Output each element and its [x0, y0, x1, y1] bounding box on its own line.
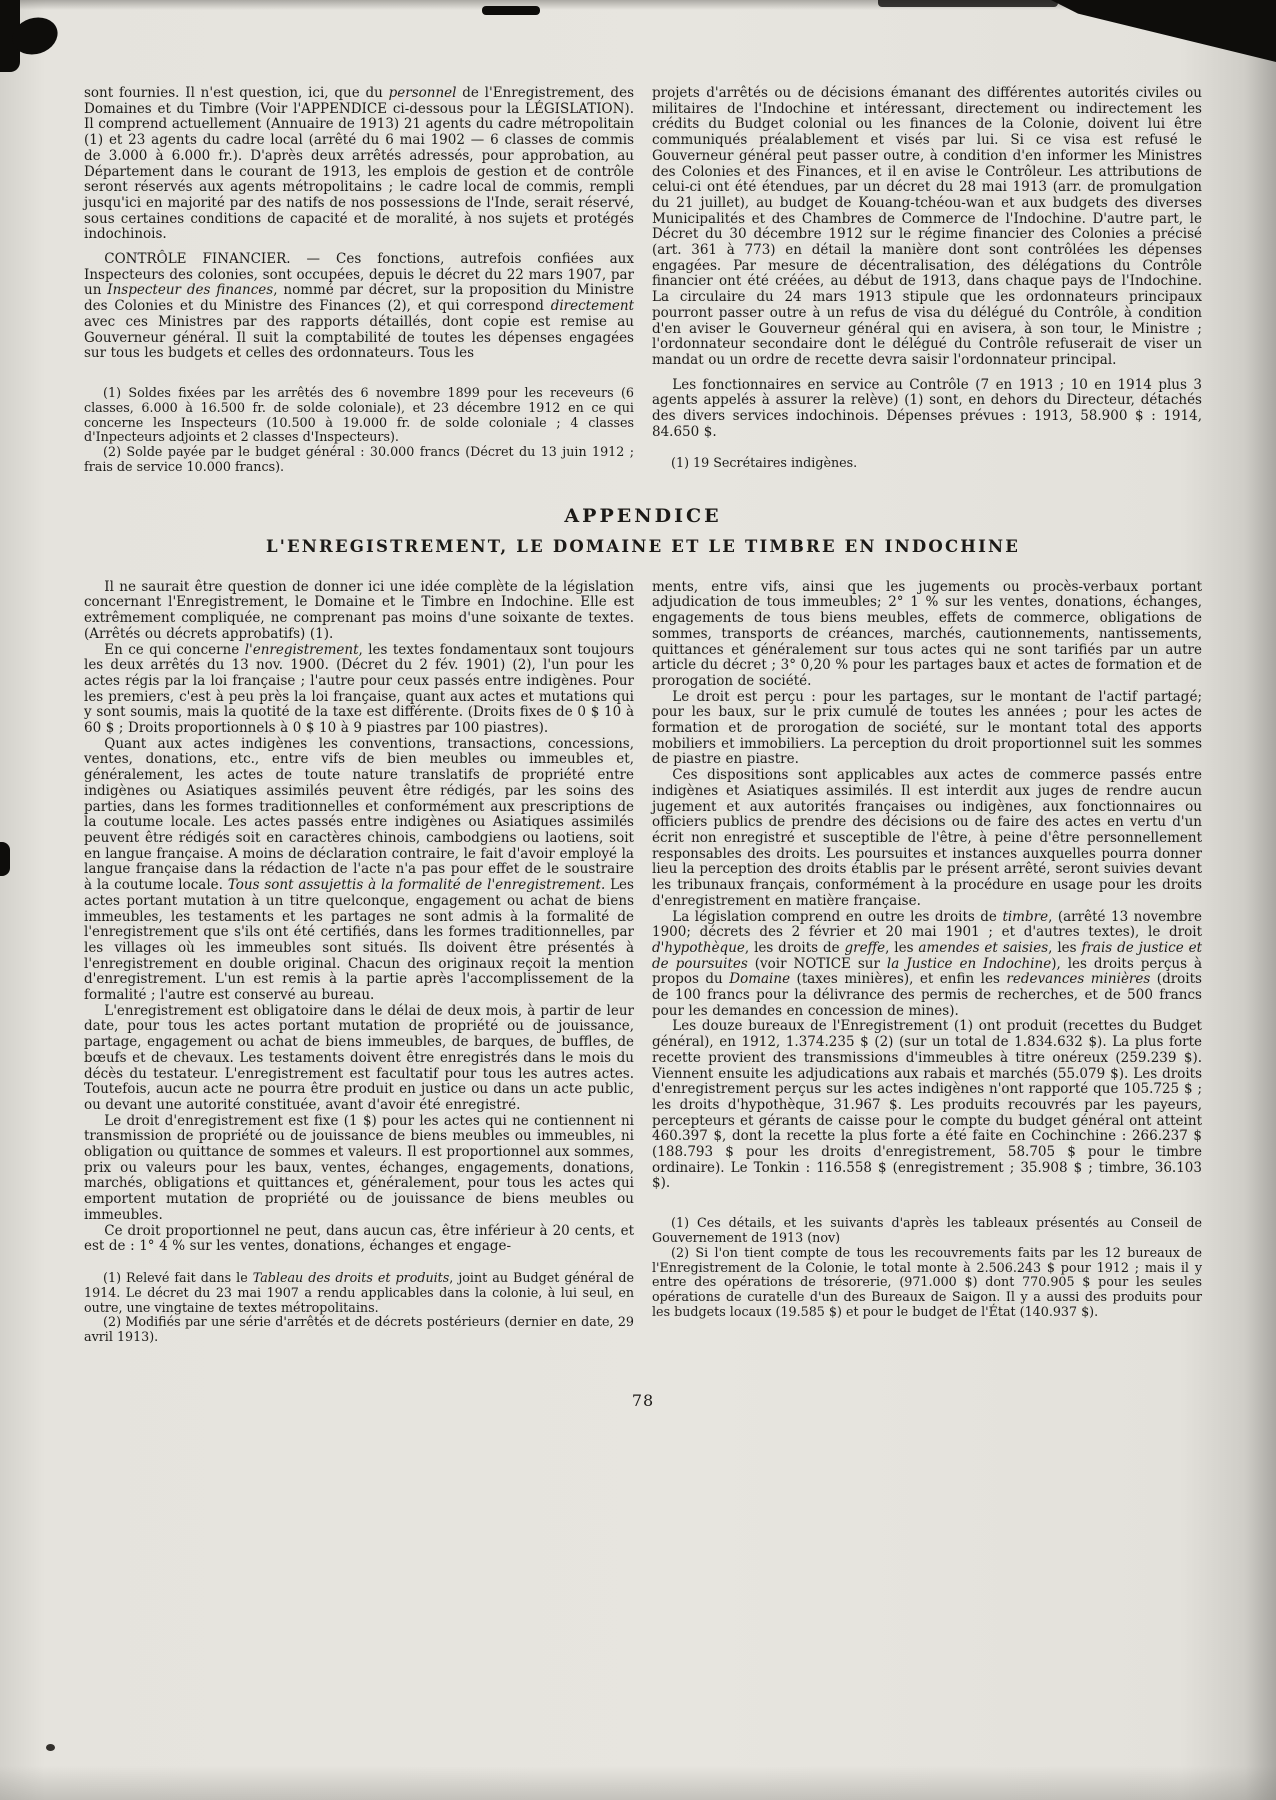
footnotes-left-top [84, 386, 634, 475]
appendix-header [84, 505, 1202, 556]
footnote: (1) 19 Secrétaires indigènes. [671, 455, 858, 471]
footnote: (1) Ces détails, et les suivants d'après les tableaux présentés au Conseil de Gouvernement de 1913 (nov) [652, 1215, 1202, 1245]
footnotes-right-bottom [652, 1216, 1202, 1320]
paragraph-enregistrement-textes: En ce qui concerne l'enregistrement, les textes fondamentaux sont toujours les deux arrêtés du 13 nov. 1900. (Décret du 2 fév. 1901) (2), l'un pour les actes régis par la loi française ; l'autre pour ceux passés entre indigènes. Pour les premiers, c'est à peu près la loi française, quant aux actes et mutations qui y sont soumis, mais la quotité de la taxe est différente. (Droits fixes de 0 $ 10 à 60 $ ; Droits proportionnels à 0 $ 10 à 9 piastres par 100 piastres). [84, 641, 634, 737]
paragraph-dispositions: Ces dispositions sont applicables aux actes de commerce passés entre indigènes et Asiatiques assimilés. Il est interdit aux juges de rendre aucun jugement et aux autorités françaises ou indigènes, aux fonctionnaires ou officiers publics de prendre des décisions ou de faire des actes en vertu d'un écrit non enregistré et susceptible de l'être, à peine d'être personnellement responsables des droits. Les poursuites et instances auxquelles pourra donner lieu la perception des droits établis par le présent arrêté, seront suivies devant les tribunaux français, conformément à la procédure en usage pour les droits d'enregistrement en matière française. [652, 767, 1202, 909]
footnote: (2) Si l'on tient compte de tous les recouvrements faits par les 12 bureaux de l'Enregistrement de la Colonie, le total monte à 2.506.243 $ pour 1912 ; mais il y entre des opérations de trésorerie, (971.000 $) dont 770.905 $ pour les seules opérations de curatelle d'un des Bureaux de Saigon. Il y a aussi des produits pour les budgets locaux (19.585 $) et pour le budget de l'État (140.937 $). [652, 1244, 1202, 1319]
page-content [84, 86, 1202, 1410]
scan-artifact-top-right-tail [878, 0, 1058, 7]
appendix-left-column [84, 580, 634, 1345]
scan-artifact-left-edge [0, 842, 10, 876]
appendix-subtitle: L'ENREGISTREMENT, LE DOMAINE ET LE TIMBRE EN INDOCHINE [265, 536, 1021, 556]
scan-artifact-bottom-dot [46, 1744, 55, 1751]
paragraph-controle-financier: CONTRÔLE FINANCIER. — Ces fonctions, autrefois confiées aux Inspecteurs des colonies, sont occupées, depuis le décret du 22 mars 1907, par un Inspecteur des finances, nommé par décret, sur la proposition du Ministre des Colonies et du Ministre des Finances (2), et qui correspond directement avec ces Ministres par des rapports détaillés, dont copie est remise au Gouverneur général. Il suit la comptabilité de toutes les dépenses engagées sur tous les budgets et celles des ordonnateurs. Tous les [84, 251, 634, 362]
pre-appendix-section [84, 86, 1202, 475]
scan-artifact-top-bar [482, 6, 540, 15]
paragraph-timbre: La législation comprend en outre les droits de timbre, (arrêté 13 novembre 1900; décrets des 2 février et 20 mai 1901 ; et d'autres textes), le droit d'hypothèque, les droits de greffe, les amendes et saisies, les frais de justice et de poursuites (voir NOTICE sur la Justice en Indochine), les droits perçus à propos du Domaine (taxes minières), et enfin les redevances minières (droits de 100 francs pour la délivrance des permis de recherches, et de 500 francs pour les demandes en concession de mines). [652, 908, 1203, 1019]
pre-appendix-right-column [652, 86, 1202, 475]
paragraph-enregistrement-obligatoire: L'enregistrement est obligatoire dans le délai de deux mois, à partir de leur date, pour tous les actes portant mutation de propriété ou de jouissance, partage, engagement ou achat de biens immeubles, de barques, de buffles, de bœufs et de chevaux. Les testaments doivent être enregistrés dans le mois du décès du testateur. L'enregistrement est facultatif pour tous les autres actes. Toutefois, aucun acte ne pourra être produit en justice ou dans un acte public, ou devant une autorité constituée, avant d'avoir été enregistré. [84, 1002, 634, 1113]
page-number: 78 [631, 1390, 655, 1410]
footnote: (2) Modifiés par une série d'arrêtés et de décrets postérieurs (dernier en date, 29 avril 1913). [84, 1314, 634, 1345]
scan-shadow-bottom [0, 1766, 1276, 1800]
paragraph-droit-proportionnel: Ce droit proportionnel ne peut, dans aucun cas, être inférieur à 20 cents, et est de : 1° 4 % sur les ventes, donations, échanges et engage- [84, 1222, 634, 1255]
paragraph-fonctionnaires: Les fonctionnaires en service au Contrôle (7 en 1913 ; 10 en 1914 plus 3 agents appelés à assurer la relève) (1) sont, en dehors du Directeur, détachés des divers services indochinois. Dépenses prévues : 1913, 58.900 $ : 1914, 84.650 $. [652, 376, 1202, 440]
scan-artifact-top-right-wedge [1051, 0, 1276, 62]
paragraph-personnel: sont fournies. Il n'est question, ici, que du personnel de l'Enregistrement, des Domaines et du Timbre (Voir l'APPENDICE ci-dessous pour la LÉGISLATION). Il comprend actuellement (Annuaire de 1913) 21 agents du cadre métropolitain (1) et 23 agents du cadre local (arrêté du 6 mai 1902 — 6 classes de commis de 3.000 à 6.000 fr.). D'après deux arrêtés adressés, pour approbation, au Département dans le courant de 1913, les emplois de gestion et de contrôle seront réservés aux agents métropolitains ; le cadre local de commis, rempli jusqu'ici en majorité par des natifs de nos possessions de l'Inde, serait réservé, sous certaines conditions de capacité et de moralité, à nos sujets et protégés indochinois. [84, 85, 634, 243]
footnote: (2) Solde payée par le budget général : 30.000 francs (Décret du 13 juin 1912 ; frais de service 10.000 francs). [84, 444, 634, 474]
paragraph-tarifs-suite: ments, entre vifs, ainsi que les jugements ou procès-verbaux portant adjudication de tous immeubles; 2° 1 % sur les ventes, donations, échanges, engagements de tous biens meubles, effets de commerce, obligations de sommes, transports de créances, marchés, cautionnements, nantissements, quittances et généralement sur tous actes qui ne sont tarifiés par un autre article du décret ; 3° 0,20 % pour les partages baux et actes de formation et de prorogation de société. [652, 578, 1202, 689]
pre-appendix-left-column [84, 86, 634, 475]
paragraph-actes-indigenes: Quant aux actes indigènes les conventions, transactions, concessions, ventes, donations, etc., entre vifs de bien meubles ou immeubles et, généralement, les actes de toute nature translatifs de propriété entre indigènes ou Asiatiques assimilés peuvent être rédigés, par les soins des parties, dans les formes traditionnelles et conformément aux prescriptions de la coutume locale. Les actes passés entre indigènes ou Asiatiques assimilés peuvent être rédigés soit en caractères chinois, cambodgiens ou laotiens, soit en langue française. A moins de déclaration contraire, le fait d'avoir employé la langue française dans la rédaction de l'acte n'a pas pour effet de le soustraire à la coutume locale. Tous sont assujettis à la formalité de l'enregistrement. Les actes portant mutation à un titre quelconque, engagement ou achat de biens immeubles, les testaments et les partages ne sont admis à la formalité de l'enregistrement que s'ils ont été certifiés, dans les formes traditionnelles, par les villages où les immeubles sont situés. Ils doivent être présentés à l'enregistrement en double original. Chacun des originaux reçoit la mention d'enregistrement. L'un est remis à la partie après l'accomplissement de la formalité ; l'autre est conservé au bureau. [84, 735, 634, 1004]
appendix-right-column [652, 580, 1202, 1345]
paragraph-recettes: Les douze bureaux de l'Enregistrement (1) ont produit (recettes du Budget général), en 1912, 1.374.235 $ (2) (sur un total de 1.834.632 $). La plus forte recette provient des transmissions d'immeubles à titre onéreux (259.239 $). Viennent ensuite les adjudications aux rabais et marchés (55.079 $). Les droits d'enregistrement perçus sur les actes indigènes n'ont rapporté que 105.725 $ ; les droits d'hypothèque, 31.967 $. Les produits recouvrés par les payeurs, percepteurs et gérants de caisse pour le compte du budget général ont atteint 460.397 $, dont la recette la plus forte a été faite en Cochinchine : 266.237 $ (188.793 $ pour les droits d'enregistrement, 58.705 $ pour le timbre ordinaire). Le Tonkin : 116.558 $ (enregistrement ; 35.908 $ ; timbre, 36.103 $). [652, 1018, 1202, 1192]
footnote: (1) Soldes fixées par les arrêtés des 6 novembre 1899 pour les receveurs (6 classes, 6.000 à 16.500 fr. de solde coloniale), et 23 décembre 1912 en ce qui concerne les Inspecteurs (10.500 à 19.000 fr. de solde coloniale ; 4 classes d'Inpecteurs adjoints et 2 classes d'Inspecteurs). [84, 384, 634, 445]
paragraph-controle-suite: projets d'arrêtés ou de décisions émanant des différentes autorités civiles ou militaires de l'Indochine et intéressant, directement ou indirectement les crédits du Budget colonial ou les finances de la Colonie, doivent lui être communiqués préalablement et visés par lui. Si ce visa est refusé le Gouverneur général peut passer outre, à condition d'en informer les Ministres des Colonies et des Finances, et il en avise le Contrôleur. Les attributions de celui-ci ont été étendues, par un décret du 28 mai 1913 (arr. de promulgation du 21 juillet), au budget de Kouang-tchéou-wan et aux budgets des diverses Municipalités et des Chambres de Commerce de l'Indochine. D'autre part, le Décret du 30 décembre 1912 sur le régime financier des Colonies a précisé (art. 361 à 773) en détail la manière dont sont contrôlées les dépenses engagées. Par mesure de décentralisation, des délégations du Contrôle financier ont été créées, au début de 1913, dans chaque pays de l'Indochine. La circulaire du 24 mars 1913 stipule que les ordonnateurs principaux pourront passer outre à un refus de visa du délégué du Contrôle, à condition d'en aviser le Gouverneur général qui en avisera, à son tour, le Ministre ; l'ordonnateur secondaire dont le délégué du Contrôle refuserait de viser un mandat ou un ordre de recette devra saisir l'ordonnateur principal. [652, 85, 1202, 368]
footnotes-left-bottom [84, 1271, 634, 1345]
appendix-section [84, 580, 1202, 1345]
paragraph-droit-fixe: Le droit d'enregistrement est fixe (1 $) pour les actes qui ne contiennent ni transmission de propriété ou de jouissance de biens meubles ou immeubles, ni obligation ou quittance de sommes et valeurs. Il est proportionnel aux sommes, prix ou valeurs pour les baux, ventes, échanges, engagements, donations, marchés, obligations et quittances et, généralement, pour tous les actes qui emportent mutation de propriété ou de jouissance de biens meubles ou immeubles. [84, 1112, 634, 1223]
footnote: (1) Relevé fait dans le Tableau des droits et produits, joint au Budget général de 1914. Le décret du 23 mai 1907 a rendu applicables dans la colonie, à lui seul, en outre, une vingtaine de textes métropolitains. [84, 1269, 635, 1315]
paragraph-droit-percu: Le droit est perçu : pour les partages, sur le montant de l'actif partagé; pour les baux, sur le prix cumulé de toutes les années ; pour les actes de formation et de prorogation de société, sur le montant total des apports mobiliers et immobiliers. La perception du droit proportionnel suit les sommes de piastre en piastre. [652, 688, 1202, 768]
paragraph-intro: Il ne saurait être question de donner ici une idée complète de la législation concernant l'Enregistrement, le Domaine et le Timbre en Indochine. Elle est extrêmement compliquée, ne comprenant pas moins d'une soixante de textes. (Arrêtés ou décrets approbatifs) (1). [84, 578, 634, 642]
appendix-title: APPENDICE [564, 504, 722, 527]
